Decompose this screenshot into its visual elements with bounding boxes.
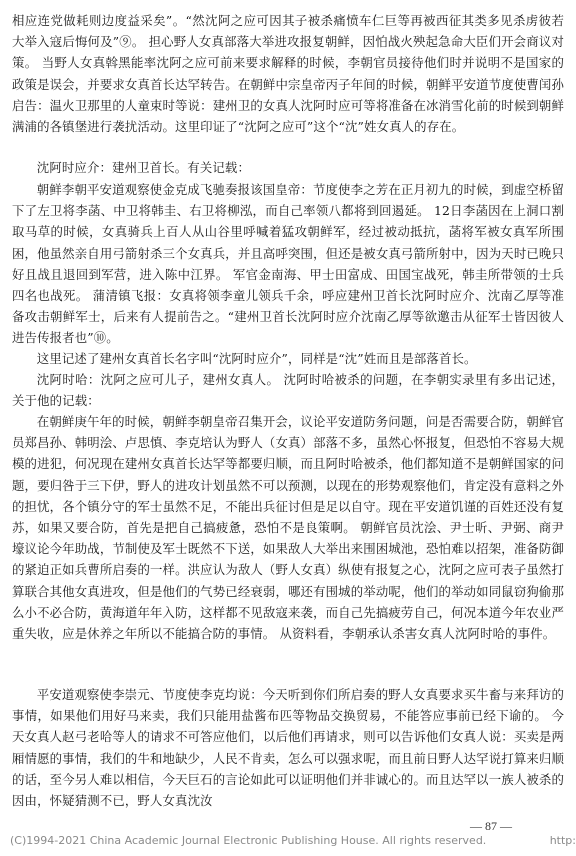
copyright-watermark: (C)1994-2021 China Academic Journal Electronic Publishing House. All rights reserved. [10, 834, 487, 847]
page-number: — 87 — [470, 819, 512, 833]
entry-heading-shen-a-shi-ying-jie: 沈阿时应介：建州卫首长。有关记载： [36, 160, 250, 175]
url-watermark: http: [549, 834, 576, 847]
entry-heading-shen-a-shi-ha: 沈阿时哈：沈阿之应可儿子，建州女真人。 沈阿时哈被杀的问题，在李朝实录里有多出记述，关于他的记载： [12, 372, 564, 409]
quoted-record-paragraph: 朝鲜李朝平安道观察使金克成飞驰奏报该国皇帝：节度使李之芳在正月初九的时候，到虚空桥留下了左卫将李菡、中卫将韩圭、右卫将柳泓，而自己率领八都将到回遏延。 12日李菡因在上洞口割取马草的时候，女真骑兵上百人从山谷里呼喊着猛攻朝鲜军，经过被动抵抗，菡将军被女真军所围困，他虽然亲自用弓箭射杀三个女真兵，并且高呼突围，但还是被女真弓箭所射中，因为天时已晚只好且战且退回到军营，进入陈中江界。 军官金南海、甲士田富成、田国宝战死，韩圭所带领的士兵四名也战死。 蒲清镇飞报：女真将领李童儿领兵千余，呼应建州卫首长沈阿时应介、沈南乙厚等准备攻击朝鲜军士，后来有人提前告之。“建州卫首长沈阿时应介沈南乙厚等欲邀击从征军士皆因彼人进告传报者也”⑩。 [12, 182, 564, 346]
body-paragraph-gengwu-year: 在朝鲜庚午年的时候，朝鲜李朝皇帝召集开会，议论平安道防务问题，问是否需要合防，朝鲜官员郑昌孙、韩明浍、卢思慎、李克培认为野人（女真）部落不多，虽然心怀报复，但恐怕不容易大规模的进犯，何况现在建州女真首长达罕等都要归顺，而且阿时哈被杀，他们都知道不是朝鲜国家的问题，要归咎于三下伊，野人的进攻计划虽然不可以预测，以现在的形势观察他们，肯定没有意料之外的担忧，各个镇分守的军士虽然不足，不能出兵征讨但是足以自守。现在平安道饥谨的百姓还没有复苏，如果又要合防，首先是把自己搞疲惫，恐怕不是良策啊。 朝鲜官员沈浍、尹士昕、尹弼、商尹壕议论今年助战，节制使及军士既然不下送，如果敌人大举出来围困城池，恐怕难以招架，准备防御的紧迫正如兵曹所启奏的一样。洪应认为敌人（野人女真）纵使有报复之心，沈阿之应可表子虽然打算联合其他女真进攻，但是他们的气势已经衰弱，哪还有围城的举动呢，他们的举动如同鼠窃狗偷那么小不必合防，黄海道年年入防，这样都不见敌寇来袭，而自己先搞疲劳自己，何况本道今年农业严重失收，应是休养之年所以不能搞合防的事情。 从资料看，李朝承认杀害女真人沈阿时哈的事件。 [12, 414, 564, 642]
body-paragraph-continuation: 相应连党做耗则边度益采矣”。“然沈阿之应可因其子被杀痛愤车仁巨等再被西征其类多见杀虏彼若大举入寇后悔何及”⑨。 担心野人女真部落大举进攻报复朝鲜，因怕战火殃起急命大臣们开会商议对策。 当野人女真斡黑能率沈阿之应可前来要求解释的时候，李朝官员接待他们时并说明不是国家的政策是误会，并要求女真首长达罕转告。在朝鲜中宗皇帝丙子年间的时候，朝鲜平安道节度使曹闰孙启告：温火卫那里的人童束时等说：建州卫的女真人沈阿时应可等将准备在冰消雪化前的时候到朝鲜满浦的各镇堡进行袭扰活动。这里印证了“沈阿之应可”这个“沈”姓女真人的存在。 [12, 13, 564, 135]
body-paragraph-summary: 这里记述了建州女真首长名字叫“沈阿时应介”，同样是“沈”姓而且是部落首长。 [36, 351, 477, 366]
body-paragraph-pyongan-observer: 平安道观察使李崇元、节度使李克均说：今天听到你们所启奏的野人女真要求买牛畜与来拜访的事情，如果他们用好马来卖，我们只能用盐酱布匹等物品交换贸易，不能答应事前已经下谕的。 今天女真人赵弓老哈等人的请求不可答应他们，以后他们再请求，则可以告诉他们女真人说：买卖是两厢情愿的事情，我们的牛和地缺少，人民不肯卖，怎么可以强求呢，而且前日野人达罕说打算来归顺的话，至今另人难以相信，今天巨石的言论如此可以证明他们并非诚心的。而且达罕以一族人被杀的因由，怀疑猜测不已，野人女真沈汝 [12, 687, 564, 809]
